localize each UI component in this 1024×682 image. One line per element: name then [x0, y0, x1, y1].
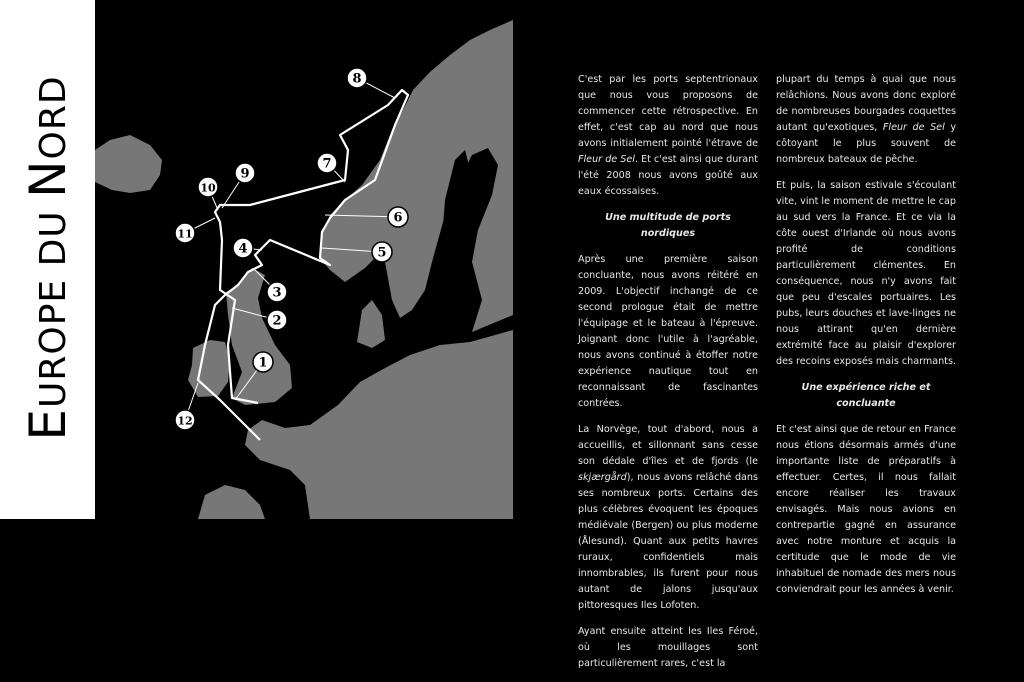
marker-label: 8 [352, 71, 362, 87]
map-marker-1 [253, 352, 273, 372]
marker-label: 3 [272, 285, 282, 301]
map-marker-11 [175, 223, 195, 243]
title-part: UROPE DU [33, 197, 74, 409]
marker-label: 11 [177, 227, 193, 241]
section-heading: Une expérience riche et concluante [801, 382, 931, 409]
map-marker-8 [347, 68, 367, 88]
map-marker-7 [317, 153, 337, 173]
marker-label: 4 [238, 241, 248, 257]
text: La Norvège, tout d'abord, nous a accueillis, et sillonnant sans cesse son dédale d'îles et de fjords (le [578, 424, 758, 467]
map-marker-9 [235, 163, 255, 183]
marker-label: 12 [177, 414, 193, 428]
paragraph [776, 72, 956, 168]
map-marker-6 [388, 207, 408, 227]
marker-label: 5 [377, 245, 387, 261]
map-marker-10 [198, 177, 218, 197]
route-map [95, 0, 513, 519]
paragraph [578, 72, 758, 200]
marker-label: 1 [258, 355, 268, 371]
marker-label: 9 [240, 166, 250, 182]
text: y côtoyant le plus souvent de nombreux bateaux de pêche. [776, 122, 956, 165]
paragraph [578, 422, 758, 614]
title-part: ORD [33, 75, 74, 160]
title-initial: N [19, 159, 77, 198]
text: plupart du temps à quai que nous relâchions. Nous avons donc exploré de nombreuses bourgades coquettes autant qu'exotiques, [776, 74, 956, 133]
paragraph: Et c'est ainsi que de retour en France nous étions désormais armés d'une importante liste de préparatifs à effectuer. Certes, il nous fallait encore réaliser les travaux envisagés. Mais nous avions en contrepartie gagné en assurance avec notre monture et acquis la certitude que le mode de vie inhabituel de nomade des mers nous conviendrait pour les années à venir. [776, 424, 956, 595]
map-marker-5 [372, 242, 392, 262]
section-heading: Une multitude de ports nordiques [605, 212, 731, 239]
paragraph: Après une première saison concluante, nous avons réitéré en 2009. L'objectif inchangé de ce second prologue était de mettre l'équipage et le bateau à l'épreuve. Joignant donc l'utile à l'agréable, nous avons continué à étoffer notre expérience nautique tout en reconnaissant de fascinantes contrées. [578, 254, 758, 409]
map-marker-12 [175, 410, 195, 430]
paragraph: Et puis, la saison estivale s'écoulant vite, vint le moment de mettre le cap au sud vers la France. Et ce via la côte ouest d'Irlande où nous avons profité de conditions particulièrement clémentes. En conséquence, nous n'y avons fait que peu d'escales portuaires. Les pubs, leurs douches et lave-linges ne nous attirant qu'en dernière extrémité face au plaisir d'explorer des recoins exposés mais charmants. [776, 180, 956, 367]
text-column-2 [776, 72, 956, 608]
boat-name: Fleur de Sel [882, 122, 945, 133]
map-marker-3 [267, 282, 287, 302]
text: C'est par les ports septentrionaux que nous vous proposons de commencer cette rétrospective. En effet, c'est cap au nord que nous avons initialement pointé l'étrave de [578, 74, 758, 149]
marker-label: 10 [200, 181, 216, 195]
map-marker-2 [267, 310, 287, 330]
marker-label: 2 [272, 313, 282, 329]
title-band [0, 0, 95, 519]
text: . Et c'est ainsi que durant l'été 2008 nous avons goûté aux eaux écossaises. [578, 154, 758, 197]
paragraph: Ayant ensuite atteint les Iles Féroé, où les mouillages sont particulièrement rares, c'est la [578, 626, 758, 669]
boat-name: Fleur de Sel [578, 154, 635, 165]
text-column-1 [578, 72, 758, 682]
page-title [19, 75, 77, 440]
title-initial: E [19, 408, 77, 441]
term: skjærgård [578, 472, 627, 483]
map-marker-4 [233, 238, 253, 258]
marker-label: 7 [322, 156, 332, 172]
text: ), nous avons relâché dans ses nombreux ports. Certains des plus célèbres évoquent les époques médiévale (Bergen) ou plus moderne (Ålesund). Quant aux petits havres ruraux, confidentiels mais innombrables, ils furent pour nous autant de jalons jusqu'aux pittoresques Iles Lofoten. [578, 472, 758, 611]
marker-label: 6 [393, 210, 403, 226]
